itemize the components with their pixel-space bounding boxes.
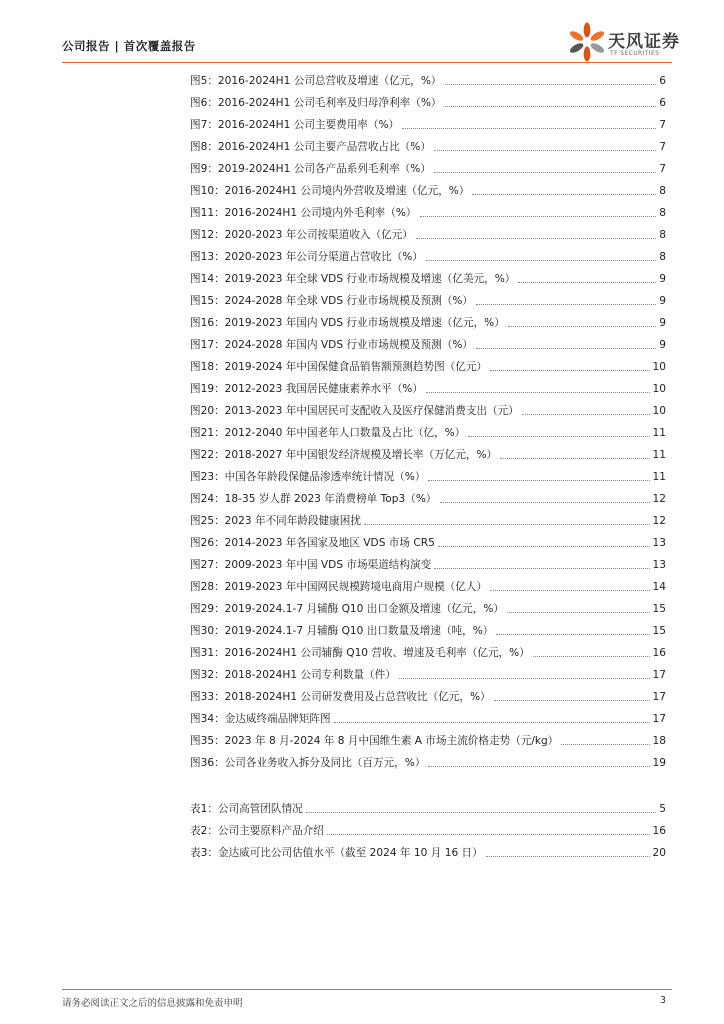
toc-leader: [402, 127, 656, 129]
toc-entry-title: 图19：2012-2023 我国居民健康素养水平（%）: [190, 383, 423, 395]
toc-leader: [496, 633, 649, 635]
toc-entry-title: 表3：金达威可比公司估值水平（截至 2024 年 10 月 16 日）: [190, 847, 483, 859]
toc-entry-page: 8: [659, 251, 666, 263]
flower-logo-icon: [568, 20, 608, 62]
toc-entry-page: 16: [652, 647, 666, 659]
toc-entry[interactable]: [190, 640, 666, 660]
toc-leader: [426, 259, 656, 261]
toc-entry[interactable]: [190, 486, 666, 506]
footer-disclaimer: 请务必阅读正文之后的信息披露和免责申明: [62, 998, 243, 1009]
toc-entry[interactable]: [190, 530, 666, 550]
toc-entry[interactable]: [190, 156, 666, 176]
toc-entry-title: 图30：2019-2024.1-7 月辅酶 Q10 出口数量及增速（吨，%）: [190, 625, 494, 637]
toc-leader: [522, 413, 650, 415]
toc-entry[interactable]: [190, 750, 666, 770]
toc-leader: [306, 811, 657, 813]
logo-name-en: TF SECURITIES: [610, 50, 660, 57]
toc-entry-title: 图33：2018-2024H1 公司研发费用及占总营收比（亿元，%）: [190, 691, 491, 703]
toc-entry[interactable]: [190, 134, 666, 154]
toc-leader: [364, 523, 650, 525]
toc-entry-title: 图14：2019-2023 年全球 VDS 行业市场规模及增速（亿美元，%）: [190, 273, 516, 285]
toc-entry-title: 图28：2019-2023 年中国网民规模跨境电商用户规模（亿人）: [190, 581, 488, 593]
toc-entry-page: 9: [659, 339, 666, 351]
toc-leader: [420, 215, 657, 217]
toc-entry-page: 12: [652, 515, 666, 527]
toc-entry-page: 15: [652, 625, 666, 637]
toc-entry[interactable]: [190, 818, 666, 838]
toc-leader: [472, 193, 656, 195]
toc-leader: [434, 567, 649, 569]
toc-entry[interactable]: [190, 840, 666, 860]
toc-entry-page: 5: [659, 803, 666, 815]
toc-leader: [428, 765, 649, 767]
toc-leader: [468, 435, 649, 437]
toc-entry-title: 图6：2016-2024H1 公司毛利率及归母净利率（%）: [190, 97, 442, 109]
toc-leader: [440, 501, 650, 503]
toc-entry-page: 18: [652, 735, 666, 747]
toc-leader: [486, 855, 650, 857]
toc-entry-title: 图5：2016-2024H1 公司总营收及增速（亿元，%）: [190, 75, 442, 87]
toc-entry-title: 图18：2019-2024 年中国保健食品销售额预测趋势图（亿元）: [190, 361, 488, 373]
toc-leader: [507, 611, 650, 613]
toc-leader: [500, 457, 649, 459]
toc-leader: [490, 369, 649, 371]
toc-entry[interactable]: [190, 728, 666, 748]
toc-leader: [533, 655, 650, 657]
toc-entry-title: 图26：2014-2023 年各国家及地区 VDS 市场 CR5: [190, 537, 435, 549]
toc-entry[interactable]: [190, 684, 666, 704]
toc-entry-page: 17: [652, 691, 666, 703]
toc-entry-title: 图21：2012-2040 年中国老年人口数量及占比（亿，%）: [190, 427, 466, 439]
toc-entry-title: 图16：2019-2023 年国内 VDS 行业市场规模及增速（亿元，%）: [190, 317, 505, 329]
toc-entry[interactable]: [190, 574, 666, 594]
toc-entry[interactable]: [190, 222, 666, 242]
toc-entry[interactable]: [190, 552, 666, 572]
toc-entry[interactable]: [190, 288, 666, 308]
logo-name-cn: 天风证券: [608, 32, 680, 52]
toc-entry-title: 图20：2013-2023 年中国居民可支配收入及医疗保健消费支出（元）: [190, 405, 519, 417]
toc-entry-title: 图10：2016-2024H1 公司境内外营收及增速（亿元，%）: [190, 185, 470, 197]
toc-entry-title: 图22：2018-2027 年中国银发经济规模及增长率（万亿元，%）: [190, 449, 498, 461]
toc-entry-page: 9: [659, 295, 666, 307]
page-number: 3: [659, 995, 666, 1006]
toc-entry-page: 20: [652, 847, 666, 859]
toc-entry[interactable]: [190, 464, 666, 484]
toc-entry-title: 图36：公司各业务收入拆分及同比（百万元，%）: [190, 757, 426, 769]
toc-entry-page: 7: [659, 141, 666, 153]
toc-leader: [434, 149, 656, 151]
toc-leader: [494, 699, 650, 701]
toc-entry-title: 图8：2016-2024H1 公司主要产品营收占比（%）: [190, 141, 431, 153]
toc-entry-page: 15: [652, 603, 666, 615]
toc-leader: [327, 833, 650, 835]
toc-entry-page: 8: [659, 207, 666, 219]
toc-leader: [416, 237, 656, 239]
toc-entry[interactable]: [190, 354, 666, 374]
toc-entry-title: 图35：2023 年 8 月-2024 年 8 月中国维生素 A 市场主流价格走势（元/kg）: [190, 735, 559, 747]
toc-leader: [476, 347, 656, 349]
toc-entry-title: 图29：2019-2024.1-7 月辅酶 Q10 出口金额及增速（亿元，%）: [190, 603, 504, 615]
toc-entry-page: 7: [659, 119, 666, 131]
toc-entry[interactable]: [190, 90, 666, 110]
toc-entry[interactable]: [190, 332, 666, 352]
toc-leader: [334, 721, 650, 723]
toc-entry[interactable]: [190, 796, 666, 816]
toc-leader: [434, 171, 656, 173]
toc-entry-page: 13: [652, 559, 666, 571]
toc-entry[interactable]: [190, 508, 666, 528]
toc-entry[interactable]: [190, 618, 666, 638]
toc-entry-page: 10: [652, 361, 666, 373]
toc-entry-title: 图17：2024-2028 年国内 VDS 行业市场规模及预测（%）: [190, 339, 474, 351]
toc-entry-page: 12: [652, 493, 666, 505]
toc-entry-page: 11: [652, 427, 666, 439]
toc-leader: [445, 105, 657, 107]
toc-entry-page: 14: [652, 581, 666, 593]
toc-entry-page: 17: [652, 713, 666, 725]
toc-entry-title: 图13：2020-2023 年公司分渠道占营收比（%）: [190, 251, 423, 263]
company-logo: [568, 20, 678, 62]
toc-entry-page: 17: [652, 669, 666, 681]
toc-entry-page: 10: [652, 405, 666, 417]
toc-entry-title: 图12：2020-2023 年公司按渠道收入（亿元）: [190, 229, 413, 241]
toc-entry-title: 图27：2009-2023 年中国 VDS 市场渠道结构演变: [190, 559, 432, 571]
toc-leader: [508, 325, 656, 327]
toc-entry[interactable]: [190, 112, 666, 132]
toc-leader: [399, 677, 650, 679]
report-header: 公司报告 | 首次覆盖报告: [62, 39, 196, 53]
toc-entry-title: 图23：中国各年龄段保健品渗透率统计情况（%）: [190, 471, 426, 483]
toc-entry[interactable]: [190, 266, 666, 286]
toc-entry-title: 图7：2016-2024H1 公司主要费用率（%）: [190, 119, 400, 131]
toc-entry-page: 16: [652, 825, 666, 837]
toc-leader: [426, 391, 650, 393]
toc-leader: [476, 303, 656, 305]
toc-entry-page: 11: [652, 449, 666, 461]
toc-entry-page: 9: [659, 273, 666, 285]
toc-entry-page: 6: [659, 75, 666, 87]
toc-entry-page: 11: [652, 471, 666, 483]
toc-leader: [561, 743, 649, 745]
toc-entry[interactable]: [190, 442, 666, 462]
toc-entry-title: 表1：公司高管团队情况: [190, 803, 303, 815]
toc-entry-page: 13: [652, 537, 666, 549]
toc-entry[interactable]: [190, 178, 666, 198]
toc-entry[interactable]: [190, 662, 666, 682]
toc-entry-page: 19: [652, 757, 666, 769]
toc-entry-page: 8: [659, 229, 666, 241]
toc-entry[interactable]: [190, 68, 666, 88]
toc-entry-page: 9: [659, 317, 666, 329]
toc-entry[interactable]: [190, 596, 666, 616]
toc-entry-page: 10: [652, 383, 666, 395]
toc-entry-title: 图11：2016-2024H1 公司境内外毛利率（%）: [190, 207, 417, 219]
toc-entry-title: 表2：公司主要原料产品介绍: [190, 825, 324, 837]
toc-entry-page: 6: [659, 97, 666, 109]
toc-entry-title: 图25：2023 年不同年龄段健康困扰: [190, 515, 361, 527]
toc-leader: [490, 589, 649, 591]
toc-leader: [445, 83, 657, 85]
toc-entry-title: 图34：金达威终端品牌矩阵图: [190, 713, 331, 725]
header-divider: [62, 62, 672, 63]
toc-entry-page: 7: [659, 163, 666, 175]
toc-leader: [438, 545, 650, 547]
toc-leader: [518, 281, 656, 283]
toc-entry[interactable]: [190, 244, 666, 264]
footer-divider: [62, 989, 672, 990]
toc-entry-title: 图15：2024-2028 年全球 VDS 行业市场规模及预测（%）: [190, 295, 474, 307]
toc-entry-title: 图24：18-35 岁人群 2023 年消费榜单 Top3（%）: [190, 493, 437, 505]
toc-entry-page: 8: [659, 185, 666, 197]
toc-entry[interactable]: [190, 420, 666, 440]
toc-leader: [428, 479, 649, 481]
toc-entry-title: 图9：2019-2024H1 公司各产品系列毛利率（%）: [190, 163, 431, 175]
toc-entry[interactable]: [190, 706, 666, 726]
toc-entry[interactable]: [190, 200, 666, 220]
toc-entry[interactable]: [190, 376, 666, 396]
toc-entry-title: 图31：2016-2024H1 公司辅酶 Q10 营收、增速及毛利率（亿元，%）: [190, 647, 530, 659]
toc-entry[interactable]: [190, 310, 666, 330]
toc-entry-title: 图32：2018-2024H1 公司专利数量（件）: [190, 669, 396, 681]
toc-entry[interactable]: [190, 398, 666, 418]
